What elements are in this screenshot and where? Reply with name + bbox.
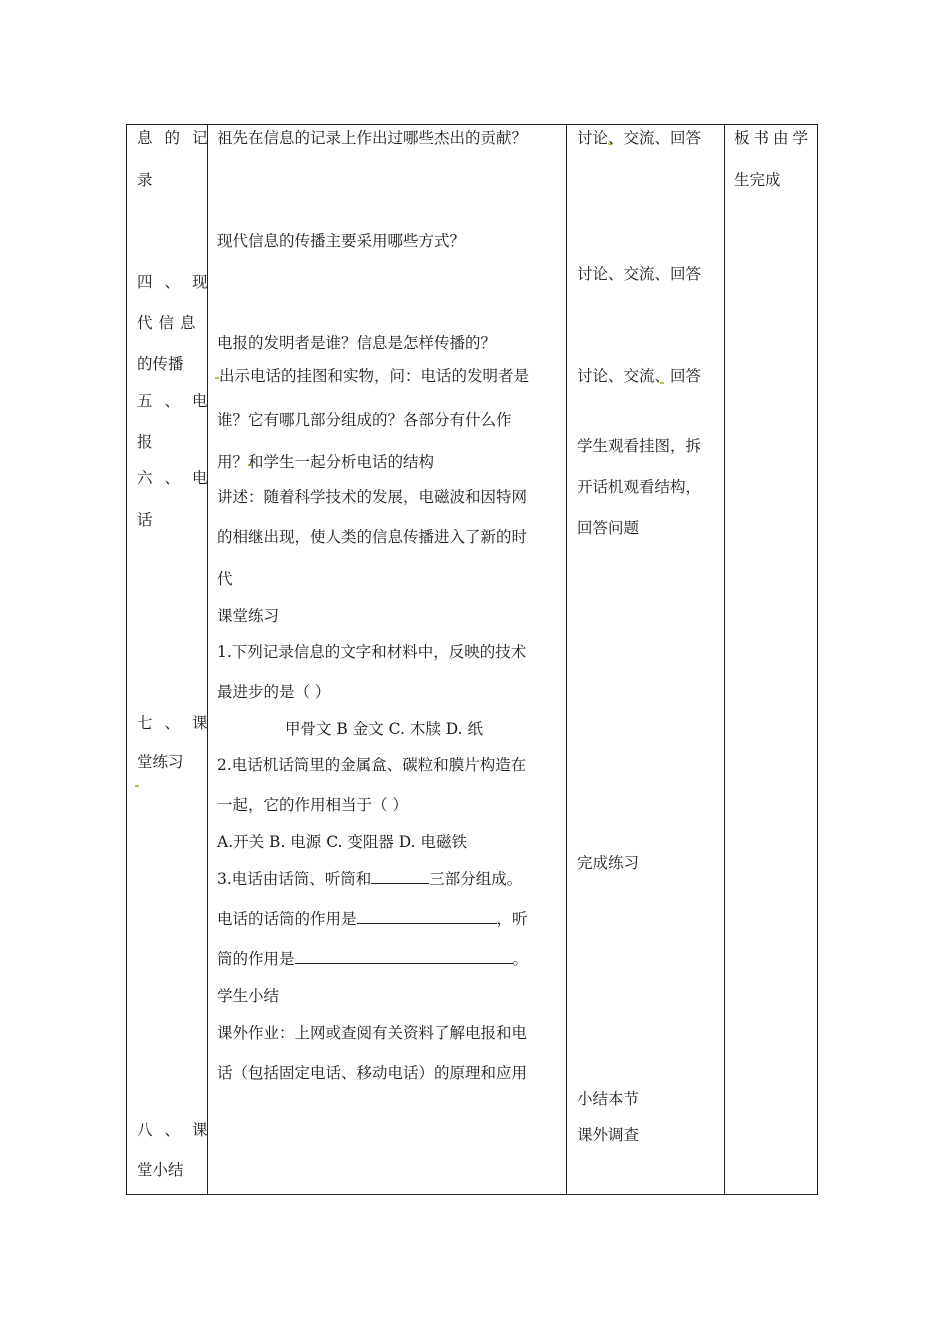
- practice-heading: 课堂练习: [217, 607, 280, 625]
- exercise-1-options: 甲骨文 B 金文 C. 木牍 D. 纸: [285, 720, 483, 738]
- exercise-3-text: 3.电话由话筒、听筒和: [217, 870, 372, 888]
- answer-blank: [295, 949, 513, 964]
- section-heading: 堂小结: [137, 1161, 184, 1179]
- exercise-2: 2.电话机话筒里的金属盒、碳粒和膜片构造在: [217, 756, 527, 774]
- section-heading: 息的记: [137, 129, 220, 147]
- board-note: 板书由学: [734, 129, 813, 147]
- board-note: 生完成: [734, 171, 781, 189]
- column-divider: [724, 125, 725, 1194]
- answer-blank: [371, 869, 429, 884]
- section-heading: 代信息: [137, 314, 202, 332]
- exercise-1: 1.下列记录信息的文字和材料中，反映的技术: [217, 643, 527, 661]
- exercise-2-options: A.开关 B. 电源 C. 变阻器 D. 电磁铁: [217, 833, 468, 851]
- student-activity: 完成练习: [577, 854, 640, 872]
- student-activity: 回答问题: [577, 519, 640, 537]
- exercise-3-text: ，听: [496, 910, 528, 928]
- teacher-activity: 讲述：随着科学技术的发展，电磁波和因特网: [217, 488, 528, 506]
- exercise-3: [217, 869, 522, 889]
- exercise-3: [217, 949, 528, 969]
- teacher-question: 电报的发明者是谁？信息是怎样传播的？: [217, 334, 497, 352]
- section-heading: 七、课: [137, 714, 220, 732]
- column-divider: [566, 125, 567, 1194]
- teacher-activity: 用？和学生一起分析电话的结构: [217, 453, 435, 471]
- student-activity: 学生观看挂图，拆: [577, 437, 702, 455]
- homework-text: 话（包括固定电话、移动电话）的原理和应用: [217, 1064, 528, 1082]
- section-heading: 堂练习: [137, 753, 184, 771]
- teacher-question: 现代信息的传播主要采用哪些方式？: [217, 232, 466, 250]
- teacher-activity: 代: [217, 570, 233, 588]
- exercise-1: 最进步的是（ ）: [217, 683, 331, 701]
- exercise-3-text: 电话的话筒的作用是: [217, 910, 357, 928]
- highlight-mark: [135, 785, 139, 787]
- exercise-2: 一起，它的作用相当于（ ）: [217, 796, 408, 814]
- homework-text: 课外作业：上网或查阅有关资料了解电报和电: [217, 1024, 528, 1042]
- section-heading: 四、现: [137, 273, 220, 291]
- exercise-3-text: 三部分组成。: [429, 870, 523, 888]
- section-heading: 报: [137, 433, 153, 451]
- student-activity: 小结本节: [577, 1090, 640, 1108]
- section-heading: 的传播: [137, 355, 184, 373]
- student-activity: 课外调查: [577, 1126, 640, 1144]
- section-heading: 五、电: [137, 392, 220, 410]
- student-activity: 讨论、交流、回答: [577, 367, 702, 385]
- teacher-activity: 的相继出现，使人类的信息传播进入了新的时: [217, 528, 528, 546]
- section-heading: 八、课: [137, 1121, 220, 1139]
- summary-heading: 学生小结: [217, 987, 280, 1005]
- student-activity: 讨论、交流、回答: [577, 129, 702, 147]
- exercise-3-text: 。: [512, 950, 529, 968]
- section-heading: 话: [137, 511, 153, 529]
- student-activity: 开话机观看结构，: [577, 478, 702, 496]
- exercise-3-text: 筒的作用是: [217, 950, 295, 968]
- student-activity: 讨论、交流、回答: [577, 265, 702, 283]
- teacher-question: 祖先在信息的记录上作出过哪些杰出的贡献？: [217, 129, 528, 147]
- teacher-activity: 谁？它有哪几部分组成的？各部分有什么作: [217, 411, 512, 429]
- answer-blank: [357, 909, 497, 924]
- teacher-activity: 出示电话的挂图和实物，问：电话的发明者是: [219, 367, 530, 385]
- exercise-3: [217, 909, 528, 929]
- section-heading: 录: [137, 171, 153, 189]
- section-heading: 六、电: [137, 469, 220, 487]
